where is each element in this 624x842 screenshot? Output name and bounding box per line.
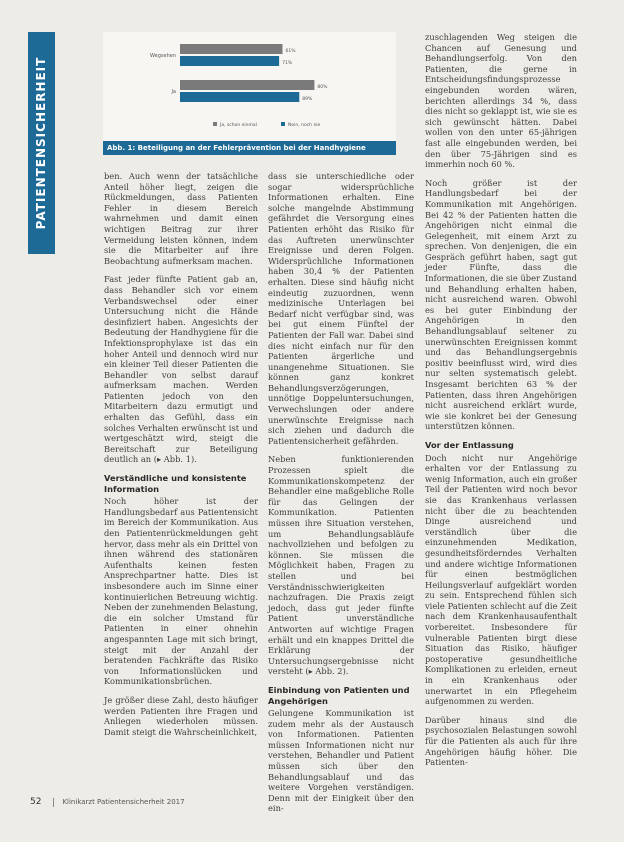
legend-label: Ja, schon einmal	[220, 123, 257, 128]
text-column-3	[425, 32, 577, 776]
paragraph: Neben funktionierenden Prozessen spielt die Kommunikationskompetenz der Behandler eine maßgebliche Rolle für das Gelingen der Kommunikation. Patienten müssen ihre Situation verstehen, um Behandlungsabläufe nachvollziehen und befolgen zu können. Sie müssen die Möglichkeit haben, Fragen zu stellen und bei Verständnisschwierigkeiten nachzufragen. Die Praxis zeigt jedoch, dass gut jeder fünfte Patient unverständliche Antworten auf wichtige Fragen erhält und ein knappes Drittel die Erklärung der Untersuchungsergebnisse nicht versteht (▸ Abb. 2).	[268, 454, 414, 677]
text-column-1	[104, 171, 258, 745]
bar	[180, 44, 282, 54]
paragraph: dass sie unterschiedliche oder sogar widersprüchliche Informationen erhalten. Eine solche mangelnde Abstimmung gefährdet die Versorgung eines Patienten erhöht das Risiko für das Auftreten unerwünschter Ereignisse und deren Folgen. Widersprüchliche Informationen haben 30,4 % der Patienten erhalten. Diese sind häufig nicht eindeutig zuzuordnen, wenn medizinische Unterlagen bei Bedarf nicht verfügbar sind, was bei gut einem Fünftel der Patienten der Fall war. Dabei sind dies nicht einfach nur für den Patienten ärgerliche und unangenehme Situationen. Sie können ganz konkret Behandlungsverzögerungen, unnötige Doppeluntersuchungen, Verwechslungen oder andere unerwünschte Ereignisse nach sich ziehen und dadurch die Patientensicherheit gefährden.	[268, 171, 414, 446]
paragraph: Doch nicht nur Angehörige erhalten vor der Entlassung zu wenig Information, auch ein großer Teil der Patienten wird noch bevor sie das Krankenhaus verlassen nicht über die zu beachtenden Dinge ausreichend und verständlich über die einzunehmenden Medikation, gesundheitsförderndes Verhalten und andere wichtige Informationen für einen bestmöglichen Heilungsverlauf aufgeklärt worden zu sein. Entsprechend fühlen sich viele Patienten schlecht auf die Zeit nach dem Krankenhausaufenthalt vorbereitet. Insbesondere für vulnerable Patienten birgt diese Situation das Risiko, häufiger postoperative gesundheitliche Komplikationen zu erleiden, erneut in ein Krankenhaus oder unerwartet in ein Pflegeheim aufgenommen zu werden.	[425, 452, 577, 707]
paragraph: ben. Auch wenn der tatsächliche Anteil höher liegt, zeigen die Rückmeldungen, dass Patienten Fehler in diesem Bereich wahrnehmen und damit einen wichtigen Beitrag zur ihrer Vermeidung leisten können, indem sie die Mitarbeiter auf ihre Beobachtung aufmerksam machen.	[104, 171, 258, 266]
paragraph: Darüber hinaus sind die psychosozialen Belastungen sowohl für die Patienten als auch für ihre Angehörigen häufig höher. Die Patienten-	[425, 714, 577, 768]
category-label: Wegsehen	[150, 53, 176, 59]
subheading: Vor der Entlassung	[425, 439, 514, 450]
paragraph: zuschlagenden Weg steigen die Chancen auf Genesung und Behandlungserfolg. Von den Patienten, die gerne in Entscheidungsfindungsprozesse eingebunden worden wären, berichten allerdings 34 %, dass dies nicht so geklappt ist, wie sie es sich gewünscht hätten. Dabei wollen von den unter 65-jährigen fast alle eingebunden werden, bei den über 75-Jährigen sind es immerhin noch 60 %.	[425, 32, 577, 170]
page-footer	[30, 797, 330, 807]
value-label: 80%	[317, 85, 328, 90]
paragraph: Je größer diese Zahl, desto häufiger werden Patienten ihre Fragen und Anliegen wiederholen müssen. Damit steigt die Wahrscheinlichkeit,	[104, 694, 258, 737]
subheading: Einbindung von Patienten und Angehörigen	[268, 684, 410, 706]
section-label: PATIENTENSICHERHEIT	[34, 56, 48, 230]
value-label: 71%	[282, 61, 293, 66]
value-label: 89%	[302, 97, 313, 102]
legend-swatch	[213, 122, 217, 126]
journal-name: Klinikarzt Patientensicherheit 2017	[62, 798, 185, 806]
bar	[180, 92, 299, 102]
bar	[180, 80, 314, 90]
legend-swatch	[281, 122, 285, 126]
legend-label: Nein, noch nie	[288, 123, 321, 128]
bar	[180, 56, 279, 66]
figure	[103, 32, 396, 154]
bar-chart	[103, 32, 396, 154]
category-label: Ja	[171, 89, 176, 95]
text-column-2	[268, 171, 414, 822]
paragraph: Noch höher ist der Handlungsbedarf aus Patientensicht im Bereich der Kommunikation. Aus den Patientenrückmeldungen geht hervor, dass mehr als ein Drittel von ihnen während des stationären Aufenthalts keinen festen Ansprechpartner hatte. Dies ist insbesondere auch im Sinne einer kontinuierlichen Betreuung wichtig. Neben der zunehmenden Belastung, die ein solcher Umstand für Patienten in einer ohnehin angespannten Lage mit sich bringt, steigt mit der Anzahl der beratenden Fachkräfte das Risiko von Informationslücken und Kommunikationsbrüchen.	[104, 496, 258, 687]
footer-divider	[53, 798, 54, 807]
subheading: Verständliche und konsistente Information	[104, 473, 247, 494]
section-sidebar	[28, 32, 55, 254]
paragraph: Fast jeder fünfte Patient gab an, dass Behandler sich vor einem Verbandswechsel oder einer Untersuchung nicht die Hände desinfiziert haben. Angesichts der Bedeutung der Handhygiene für die Infektionsprophylaxe ist das ein hoher Anteil und dennoch wird nur ein kleiner Teil dieser Patienten die Behandler von selbst darauf aufmerksam machen. Werden Patienten jedoch von den Mitarbeitern dazu ermutigt und erhalten das Gefühl, dass ein solches Verhalten erwünscht ist und wertgeschätzt wird, steigt die Bereitschaft zur Beteiligung deutlich an (▸ Abb. 1).	[104, 274, 258, 465]
page-number: 52	[30, 797, 42, 807]
figure-caption: Abb. 1: Beteiligung an der Fehlerprävention bei der Handhygiene	[103, 141, 396, 155]
paragraph: Noch größer ist der Handlungsbedarf bei der Kommunikation mit Angehörigen. Bei 42 % der Patienten hatten die Angehörigen nicht einmal die Gelegenheit, mit einem Arzt zu sprechen. Von denjenigen, die ein Gespräch geführt haben, sagt gut jeder Fünfte, dass die Informationen, die sie über Zustand und Behandlung erhalten haben, nicht ausreichend waren. Obwohl es bei guter Einbindung der Angehörigen in den Behandlungsablauf seltener zu unerwünschten Ereignissen kommt und das Behandlungsergebnis positiv beeinflusst wird, wird dies nur selten systematisch gelebt. Insgesamt berichten 63 % der Patienten, dass ihren Angehörigen nicht ausreichend erklärt wurde, wie sie konkret bei der Genesung unterstützen können.	[425, 177, 577, 432]
value-label: 61%	[285, 49, 296, 54]
paragraph: Gelungene Kommunikation ist zudem mehr als der Austausch von Informationen. Patienten müssen Informationen nicht nur verstehen, Behandler und Patient müssen sich über den Behandlungsablauf und das weitere Vorgehen verständigen. Denn mit der Einigkeit über den ein-	[268, 708, 414, 814]
